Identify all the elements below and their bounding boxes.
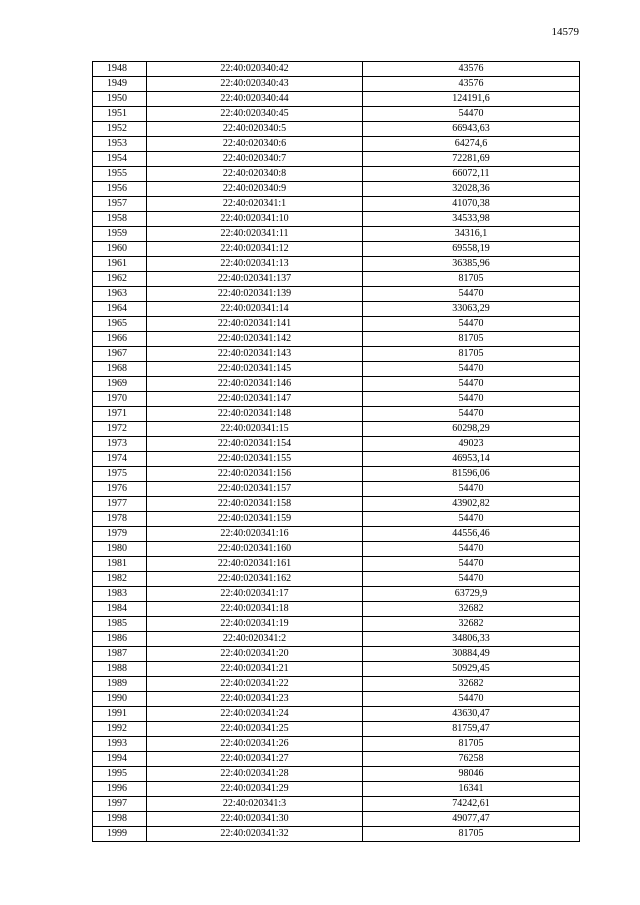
row-number-cell: 1984 xyxy=(93,602,147,617)
table-row xyxy=(93,662,580,677)
cadastral-number-cell: 22:40:020340:9 xyxy=(147,182,363,197)
cadastral-number-cell: 22:40:020341:10 xyxy=(147,212,363,227)
cadastral-number-cell: 22:40:020341:137 xyxy=(147,272,363,287)
table-row xyxy=(93,152,580,167)
cadastral-number-cell: 22:40:020341:142 xyxy=(147,332,363,347)
table-row xyxy=(93,212,580,227)
cadastral-value-cell: 30884,49 xyxy=(363,647,580,662)
row-number-cell: 1996 xyxy=(93,782,147,797)
row-number-cell: 1963 xyxy=(93,287,147,302)
row-number-cell: 1965 xyxy=(93,317,147,332)
row-number-cell: 1968 xyxy=(93,362,147,377)
table-row xyxy=(93,377,580,392)
row-number-cell: 1992 xyxy=(93,722,147,737)
cadastral-value-cell: 81705 xyxy=(363,737,580,752)
row-number-cell: 1999 xyxy=(93,827,147,842)
cadastral-value-cell: 54470 xyxy=(363,362,580,377)
cadastral-value-cell: 54470 xyxy=(363,287,580,302)
cadastral-value-cell: 72281,69 xyxy=(363,152,580,167)
cadastral-value-cell: 34533,98 xyxy=(363,212,580,227)
cadastral-number-cell: 22:40:020341:23 xyxy=(147,692,363,707)
cadastral-value-cell: 54470 xyxy=(363,482,580,497)
table-row xyxy=(93,692,580,707)
cadastral-number-cell: 22:40:020341:24 xyxy=(147,707,363,722)
row-number-cell: 1961 xyxy=(93,257,147,272)
cadastral-number-cell: 22:40:020341:14 xyxy=(147,302,363,317)
cadastral-number-cell: 22:40:020341:154 xyxy=(147,437,363,452)
table-row xyxy=(93,287,580,302)
row-number-cell: 1950 xyxy=(93,92,147,107)
cadastral-number-cell: 22:40:020341:156 xyxy=(147,467,363,482)
cadastral-number-cell: 22:40:020340:6 xyxy=(147,137,363,152)
cadastral-number-cell: 22:40:020341:147 xyxy=(147,392,363,407)
table-row xyxy=(93,647,580,662)
table-row xyxy=(93,797,580,812)
row-number-cell: 1974 xyxy=(93,452,147,467)
table-row xyxy=(93,752,580,767)
table-row xyxy=(93,362,580,377)
cadastral-value-cell: 44556,46 xyxy=(363,527,580,542)
cadastral-number-cell: 22:40:020341:13 xyxy=(147,257,363,272)
cadastral-value-cell: 54470 xyxy=(363,407,580,422)
table-row xyxy=(93,137,580,152)
cadastral-number-cell: 22:40:020341:27 xyxy=(147,752,363,767)
cadastral-number-cell: 22:40:020341:161 xyxy=(147,557,363,572)
cadastral-value-cell: 81596,06 xyxy=(363,467,580,482)
cadastral-number-cell: 22:40:020341:29 xyxy=(147,782,363,797)
row-number-cell: 1971 xyxy=(93,407,147,422)
cadastral-number-cell: 22:40:020341:157 xyxy=(147,482,363,497)
cadastral-value-cell: 54470 xyxy=(363,572,580,587)
cadastral-value-cell: 74242,61 xyxy=(363,797,580,812)
cadastral-number-cell: 22:40:020341:143 xyxy=(147,347,363,362)
table-row xyxy=(93,482,580,497)
cadastral-number-cell: 22:40:020341:12 xyxy=(147,242,363,257)
table-row xyxy=(93,527,580,542)
cadastral-value-cell: 54470 xyxy=(363,107,580,122)
row-number-cell: 1959 xyxy=(93,227,147,242)
cadastral-number-cell: 22:40:020341:3 xyxy=(147,797,363,812)
table-row xyxy=(93,467,580,482)
table-row xyxy=(93,167,580,182)
cadastral-number-cell: 22:40:020341:160 xyxy=(147,542,363,557)
cadastral-number-cell: 22:40:020341:11 xyxy=(147,227,363,242)
table-row xyxy=(93,827,580,842)
row-number-cell: 1988 xyxy=(93,662,147,677)
row-number-cell: 1948 xyxy=(93,62,147,77)
row-number-cell: 1986 xyxy=(93,632,147,647)
cadastral-number-cell: 22:40:020340:43 xyxy=(147,77,363,92)
cadastral-value-table xyxy=(92,61,580,842)
cadastral-value-cell: 34806,33 xyxy=(363,632,580,647)
table-row xyxy=(93,392,580,407)
row-number-cell: 1952 xyxy=(93,122,147,137)
table-row xyxy=(93,62,580,77)
cadastral-value-cell: 54470 xyxy=(363,392,580,407)
table-row xyxy=(93,302,580,317)
cadastral-number-cell: 22:40:020341:146 xyxy=(147,377,363,392)
row-number-cell: 1973 xyxy=(93,437,147,452)
table-row xyxy=(93,617,580,632)
table-row xyxy=(93,242,580,257)
cadastral-number-cell: 22:40:020341:1 xyxy=(147,197,363,212)
cadastral-number-cell: 22:40:020341:148 xyxy=(147,407,363,422)
cadastral-number-cell: 22:40:020341:158 xyxy=(147,497,363,512)
row-number-cell: 1987 xyxy=(93,647,147,662)
row-number-cell: 1981 xyxy=(93,557,147,572)
table-row xyxy=(93,347,580,362)
table-row xyxy=(93,557,580,572)
cadastral-value-cell: 81705 xyxy=(363,347,580,362)
cadastral-value-cell: 36385,96 xyxy=(363,257,580,272)
row-number-cell: 1998 xyxy=(93,812,147,827)
table-row xyxy=(93,677,580,692)
table-row xyxy=(93,542,580,557)
table-row xyxy=(93,587,580,602)
row-number-cell: 1964 xyxy=(93,302,147,317)
table-row xyxy=(93,332,580,347)
table-row xyxy=(93,227,580,242)
table-row xyxy=(93,497,580,512)
row-number-cell: 1997 xyxy=(93,797,147,812)
table-row xyxy=(93,812,580,827)
cadastral-value-cell: 76258 xyxy=(363,752,580,767)
cadastral-value-cell: 54470 xyxy=(363,557,580,572)
row-number-cell: 1991 xyxy=(93,707,147,722)
row-number-cell: 1960 xyxy=(93,242,147,257)
cadastral-value-cell: 43630,47 xyxy=(363,707,580,722)
cadastral-number-cell: 22:40:020341:15 xyxy=(147,422,363,437)
table-row xyxy=(93,122,580,137)
table-row xyxy=(93,767,580,782)
cadastral-number-cell: 22:40:020341:21 xyxy=(147,662,363,677)
cadastral-number-cell: 22:40:020341:18 xyxy=(147,602,363,617)
row-number-cell: 1955 xyxy=(93,167,147,182)
row-number-cell: 1972 xyxy=(93,422,147,437)
cadastral-value-cell: 98046 xyxy=(363,767,580,782)
cadastral-number-cell: 22:40:020340:44 xyxy=(147,92,363,107)
cadastral-number-cell: 22:40:020341:159 xyxy=(147,512,363,527)
row-number-cell: 1989 xyxy=(93,677,147,692)
row-number-cell: 1957 xyxy=(93,197,147,212)
table-row xyxy=(93,782,580,797)
cadastral-number-cell: 22:40:020341:28 xyxy=(147,767,363,782)
table-row xyxy=(93,722,580,737)
cadastral-value-cell: 54470 xyxy=(363,692,580,707)
cadastral-value-cell: 81759,47 xyxy=(363,722,580,737)
cadastral-value-cell: 69558,19 xyxy=(363,242,580,257)
table-row xyxy=(93,92,580,107)
row-number-cell: 1969 xyxy=(93,377,147,392)
row-number-cell: 1954 xyxy=(93,152,147,167)
row-number-cell: 1966 xyxy=(93,332,147,347)
cadastral-value-cell: 43576 xyxy=(363,77,580,92)
cadastral-value-cell: 124191,6 xyxy=(363,92,580,107)
table-row xyxy=(93,707,580,722)
cadastral-number-cell: 22:40:020341:155 xyxy=(147,452,363,467)
cadastral-value-cell: 32682 xyxy=(363,677,580,692)
cadastral-value-cell: 41070,38 xyxy=(363,197,580,212)
cadastral-value-cell: 33063,29 xyxy=(363,302,580,317)
cadastral-value-cell: 81705 xyxy=(363,332,580,347)
cadastral-value-cell: 66943,63 xyxy=(363,122,580,137)
cadastral-value-cell: 54470 xyxy=(363,542,580,557)
table-row xyxy=(93,197,580,212)
cadastral-value-cell: 43576 xyxy=(363,62,580,77)
table-row xyxy=(93,257,580,272)
table-row xyxy=(93,107,580,122)
row-number-cell: 1951 xyxy=(93,107,147,122)
cadastral-number-cell: 22:40:020341:22 xyxy=(147,677,363,692)
row-number-cell: 1995 xyxy=(93,767,147,782)
row-number-cell: 1994 xyxy=(93,752,147,767)
row-number-cell: 1956 xyxy=(93,182,147,197)
cadastral-number-cell: 22:40:020341:32 xyxy=(147,827,363,842)
cadastral-value-cell: 16341 xyxy=(363,782,580,797)
cadastral-number-cell: 22:40:020340:8 xyxy=(147,167,363,182)
table-row xyxy=(93,77,580,92)
table-row xyxy=(93,572,580,587)
row-number-cell: 1990 xyxy=(93,692,147,707)
cadastral-value-cell: 46953,14 xyxy=(363,452,580,467)
row-number-cell: 1979 xyxy=(93,527,147,542)
cadastral-value-cell: 32682 xyxy=(363,617,580,632)
row-number-cell: 1982 xyxy=(93,572,147,587)
row-number-cell: 1967 xyxy=(93,347,147,362)
cadastral-number-cell: 22:40:020341:30 xyxy=(147,812,363,827)
table-row xyxy=(93,452,580,467)
cadastral-number-cell: 22:40:020341:16 xyxy=(147,527,363,542)
row-number-cell: 1993 xyxy=(93,737,147,752)
cadastral-value-cell: 81705 xyxy=(363,827,580,842)
cadastral-value-cell: 64274,6 xyxy=(363,137,580,152)
cadastral-value-cell: 54470 xyxy=(363,377,580,392)
row-number-cell: 1970 xyxy=(93,392,147,407)
cadastral-number-cell: 22:40:020340:5 xyxy=(147,122,363,137)
cadastral-number-cell: 22:40:020341:139 xyxy=(147,287,363,302)
cadastral-number-cell: 22:40:020341:20 xyxy=(147,647,363,662)
cadastral-value-cell: 43902,82 xyxy=(363,497,580,512)
cadastral-value-cell: 60298,29 xyxy=(363,422,580,437)
cadastral-number-cell: 22:40:020340:42 xyxy=(147,62,363,77)
table-row xyxy=(93,632,580,647)
page-number: 14579 xyxy=(551,26,579,38)
cadastral-value-cell: 32682 xyxy=(363,602,580,617)
row-number-cell: 1977 xyxy=(93,497,147,512)
row-number-cell: 1980 xyxy=(93,542,147,557)
row-number-cell: 1958 xyxy=(93,212,147,227)
table-body xyxy=(93,62,580,842)
row-number-cell: 1962 xyxy=(93,272,147,287)
cadastral-number-cell: 22:40:020341:19 xyxy=(147,617,363,632)
row-number-cell: 1976 xyxy=(93,482,147,497)
row-number-cell: 1975 xyxy=(93,467,147,482)
cadastral-number-cell: 22:40:020341:17 xyxy=(147,587,363,602)
cadastral-number-cell: 22:40:020340:7 xyxy=(147,152,363,167)
table-row xyxy=(93,602,580,617)
table-row xyxy=(93,317,580,332)
cadastral-value-cell: 49023 xyxy=(363,437,580,452)
row-number-cell: 1983 xyxy=(93,587,147,602)
cadastral-value-cell: 54470 xyxy=(363,512,580,527)
table-row xyxy=(93,737,580,752)
cadastral-value-cell: 50929,45 xyxy=(363,662,580,677)
cadastral-number-cell: 22:40:020341:25 xyxy=(147,722,363,737)
cadastral-value-cell: 32028,36 xyxy=(363,182,580,197)
table-row xyxy=(93,407,580,422)
row-number-cell: 1978 xyxy=(93,512,147,527)
cadastral-number-cell: 22:40:020341:26 xyxy=(147,737,363,752)
cadastral-value-cell: 49077,47 xyxy=(363,812,580,827)
cadastral-number-cell: 22:40:020341:141 xyxy=(147,317,363,332)
table-row xyxy=(93,422,580,437)
cadastral-value-cell: 66072,11 xyxy=(363,167,580,182)
row-number-cell: 1949 xyxy=(93,77,147,92)
cadastral-number-cell: 22:40:020341:162 xyxy=(147,572,363,587)
table-row xyxy=(93,512,580,527)
cadastral-number-cell: 22:40:020340:45 xyxy=(147,107,363,122)
cadastral-value-cell: 54470 xyxy=(363,317,580,332)
table-row xyxy=(93,437,580,452)
cadastral-number-cell: 22:40:020341:2 xyxy=(147,632,363,647)
cadastral-value-cell: 34316,1 xyxy=(363,227,580,242)
row-number-cell: 1985 xyxy=(93,617,147,632)
table-row xyxy=(93,182,580,197)
cadastral-value-cell: 81705 xyxy=(363,272,580,287)
table-row xyxy=(93,272,580,287)
cadastral-number-cell: 22:40:020341:145 xyxy=(147,362,363,377)
row-number-cell: 1953 xyxy=(93,137,147,152)
cadastral-value-cell: 63729,9 xyxy=(363,587,580,602)
